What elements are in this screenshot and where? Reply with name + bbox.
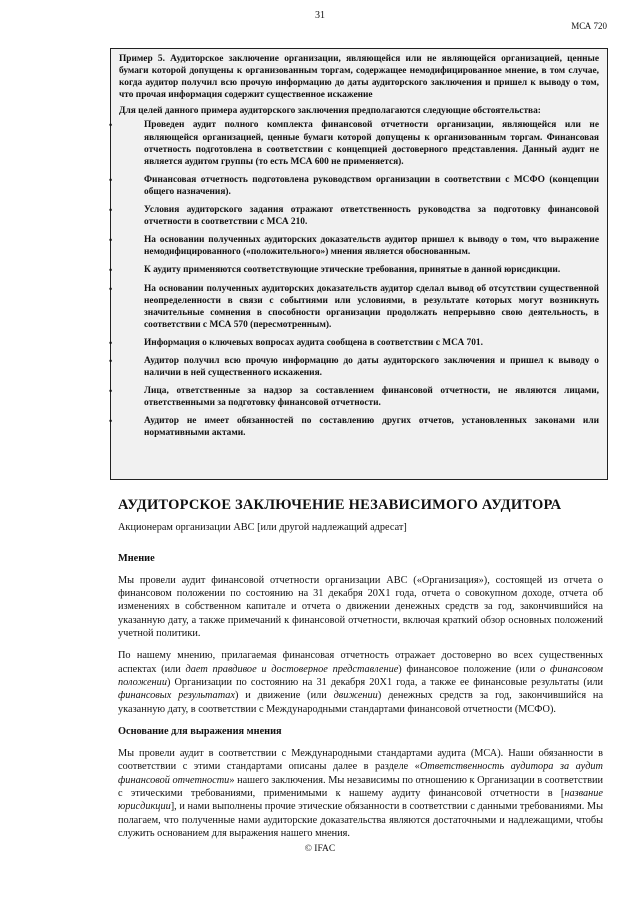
bullet-icon: • <box>109 174 113 185</box>
example-box <box>110 48 608 480</box>
bullet-icon: • <box>109 235 113 246</box>
assumption-text: Проведен аудит полного комплекта финансовой отчетности организации, являющейся или не являющейся организацией, ценные бумаги которой допущены к организованным торгам. Финансовая отчетность подготовлена в соответствии с концепцией достоверного представления. Данный аудит не является аудитом группы (то есть МСА 600 не применяется). <box>144 120 599 167</box>
example-title: Пример 5. Аудиторское заключение организации, являющейся или не являющейся организацией, ценные бумаги которой допущены к организованным торгам, содержащее немодифицированное мнение, в том случае, когда аудитор получил всю прочую информацию до даты аудиторского заключения и пришел к выводу о том, что прочая информация содержит существенное искажение <box>119 54 599 101</box>
assumptions-list <box>109 119 599 439</box>
assumption-text: Информация о ключевых вопросах аудита сообщена в соответствии с МСА 701. <box>144 337 483 348</box>
assumption-item <box>109 355 599 379</box>
copyright-footer: © IFAC <box>304 844 336 854</box>
assumption-text: К аудиту применяются соответствующие этические требования, принятые в данной юрисдикции. <box>144 265 561 276</box>
assumption-item <box>109 264 599 276</box>
basis-paragraph <box>118 747 603 840</box>
assumption-item <box>109 174 599 198</box>
bullet-icon: • <box>109 283 113 294</box>
text-fragment: ) Организации по состоянию на 31 декабря 20X1 года, а также ее финансовые результаты (или <box>166 676 603 688</box>
bullet-icon: • <box>109 355 113 366</box>
italic-fragment: финансовых результатах <box>118 690 235 702</box>
assumption-text: Условия аудиторского задания отражают ответственность руководства за подготовку финансовой отчетности в соответствии с МСА 210. <box>144 205 599 228</box>
text-fragment: Мы провели аудит в соответствии с Международными стандартами аудита (МСА). Наши обязанности в соответствии с этими стандартами описаны далее в разделе « <box>118 748 603 773</box>
bullet-icon: • <box>109 337 113 348</box>
assumption-text: На основании полученных аудиторских доказательств аудитор сделал вывод об отсутствии существенной неопределенности в связи с событиями или условиями, в результате которых могут возникнуть значительные сомнения в способности организации продолжать непрерывно свою деятельность, в соответствии с МСА 570 (пересмотренным). <box>144 283 599 330</box>
addressee: Акционерам организации ABC [или другой надлежащий адресат] <box>118 522 407 534</box>
report-title: АУДИТОРСКОЕ ЗАКЛЮЧЕНИЕ НЕЗАВИСИМОГО АУДИТОРА <box>118 497 562 513</box>
assumption-text: Лица, ответственные за надзор за составлением финансовой отчетности, не являются лицами, ответственными за подготовку финансовой отчетности. <box>144 386 599 409</box>
text-fragment: ) финансовое положение (или <box>398 663 541 675</box>
assumption-item <box>109 283 599 331</box>
assumption-item <box>109 234 599 258</box>
assumption-item <box>109 415 599 439</box>
assumption-text: Аудитор не имеет обязанностей по составлению других отчетов, установленных законами или нормативными актами. <box>144 416 599 439</box>
text-fragment: ], и нами выполнены прочие этические обязанности в соответствии с данными требованиями. Мы полагаем, что полученные нами аудиторские доказательства являются достаточными и надлежащими, чтобы служить основанием для выражения нашего мнения. <box>118 801 603 839</box>
italic-fragment: дает правдивое и достоверное представление <box>185 663 399 675</box>
text-fragment: ) и движение (или <box>234 690 334 702</box>
basis-heading: Основание для выражения мнения <box>118 725 282 737</box>
standard-code: МСА 720 <box>571 21 607 31</box>
bullet-icon: • <box>109 205 113 216</box>
text-fragment: ) денежных средств за год, закончившийся на указанную дату, в соответствии с Международными стандартами финансовой отчетности (МСФО). <box>118 690 604 715</box>
assumption-item <box>109 119 599 167</box>
bullet-icon: • <box>109 265 113 276</box>
opinion-paragraph-2 <box>118 649 603 715</box>
italic-fragment: о финансовом положении <box>118 663 604 688</box>
italic-fragment: название юрисдикции <box>118 788 603 813</box>
assumption-item <box>109 385 599 409</box>
text-fragment: » нашего заключения. Мы независимы по отношению к Организации в соответствии с этическими требованиями, применимыми к нашему аудиту финансовой отчетности в [ <box>118 774 603 800</box>
auditor-report <box>118 499 603 849</box>
assumption-item <box>109 204 599 228</box>
bullet-icon: • <box>109 120 113 131</box>
bullet-icon: • <box>109 416 113 427</box>
assumption-item <box>109 337 599 349</box>
page-number: 31 <box>315 10 325 21</box>
assumption-text: Аудитор получил всю прочую информацию до даты аудиторского заключения и пришел к выводу о наличии в ней существенного искажения. <box>144 355 599 379</box>
opinion-heading: Мнение <box>118 552 155 564</box>
assumption-text: Финансовая отчетность подготовлена руководством организации в соответствии с МСФО (концепции общего назначения). <box>144 174 599 197</box>
bullet-icon: • <box>109 386 113 397</box>
assumption-text: На основании полученных аудиторских доказательств аудитор пришел к выводу о том, что выражение немодифицированного («положительного») мнения является обоснованным. <box>144 235 599 258</box>
example-intro: Для целей данного примера аудиторского заключения предполагаются следующие обстоятельства: <box>119 106 541 117</box>
italic-fragment: движении <box>333 690 378 702</box>
opinion-paragraph-1: Мы провели аудит финансовой отчетности организации ABC («Организация»), состоящей из отчета о финансовом положении по состоянию на 31 декабря 20X1 года, отчета о совокупном доходе, отчета об изменениях в собственном капитале и отчета о движении денежных средств за год, закончившийся на указанную дату, а также примечаний к финансовой отчетности, включая краткий обзор основных положений учетной политики. <box>118 574 603 640</box>
text-fragment: По нашему мнению, прилагаемая финансовая отчетность отражает достоверно во всех существенных аспектах (или <box>118 650 603 675</box>
italic-fragment: Ответственность аудитора за аудит финансовой отчетности <box>118 761 603 786</box>
